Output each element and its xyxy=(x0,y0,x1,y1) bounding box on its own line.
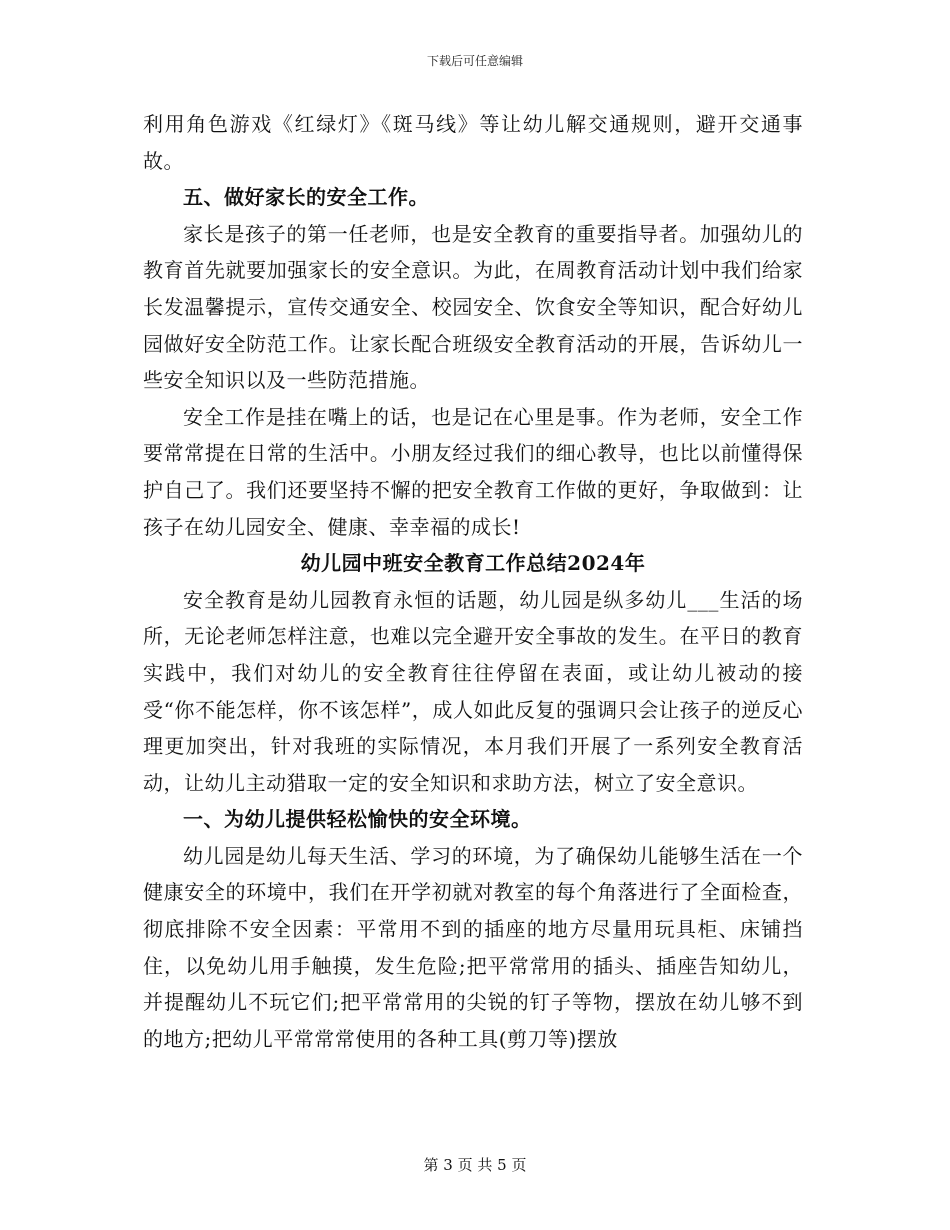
paragraph-continuation: 利用角色游戏《红绿灯》《斑马线》等让幼儿解交通规则，避开交通事故。 xyxy=(143,112,803,173)
section-heading-5: 五、做好家长的安全工作。 xyxy=(183,185,429,210)
paragraph-environment: 幼儿园是幼儿每天生活、学习的环境，为了确保幼儿能够生活在一个健康安全的环境中，我们在开学初就对教室的每个角落进行了全面检查，彻底排除不安全因素：平常用不到的插座的地方尽量用玩具柜、床铺挡住，以免幼儿用手触摸，发生危险;把平常常用的插头、插座告知幼儿，并提醒幼儿不玩它们;把平常常用的尖锐的钉子等物，摆放在幼儿够不到的地方;把幼儿平常常常使用的各种工具(剪刀等)摆放 xyxy=(143,843,803,1051)
section-heading-1: 一、为幼儿提供轻松愉快的安全环境。 xyxy=(183,807,532,832)
page-footer: 第 3 页 共 5 页 xyxy=(423,1156,527,1174)
paragraph-parents: 家长是孩子的第一任老师，也是安全教育的重要指导者。加强幼儿的教育首先就要加强家长的安全意识。为此，在周教育活动计划中我们给家长发温馨提示，宣传交通安全、校园安全、饮食安全等知识，配合好幼儿园做好安全防范工作。让家长配合班级安全教育活动的开展，告诉幼儿一些安全知识以及一些防范措施。 xyxy=(143,221,803,393)
document-title: 幼儿园中班安全教育工作总结2024年 xyxy=(300,551,646,576)
paragraph-conclusion: 安全工作是挂在嘴上的话，也是记在心里是事。作为老师，安全工作要常常提在日常的生活中。小朋友经过我们的细心教导，也比以前懂得保护自己了。我们还要坚持不懈的把安全教育工作做的更好，争取做到：让孩子在幼儿园安全、健康、幸幸福的成长! xyxy=(143,404,803,539)
page-header: 下载后可任意编辑 xyxy=(426,54,523,68)
document-body xyxy=(143,106,803,1057)
paragraph-intro: 安全教育是幼儿园教育永恒的话题，幼儿园是纵多幼儿___生活的场所，无论老师怎样注意，也难以完全避开安全事故的发生。在平日的教育实践中，我们对幼儿的安全教育往往停留在表面，或让幼儿被动的接受“你不能怎样，你不该怎样”，成人如此反复的强调只会让孩子的逆反心理更加突出，针对我班的实际情况，本月我们开展了一系列安全教育活动，让幼儿主动猎取一定的安全知识和求助方法，树立了安全意识。 xyxy=(143,587,803,795)
